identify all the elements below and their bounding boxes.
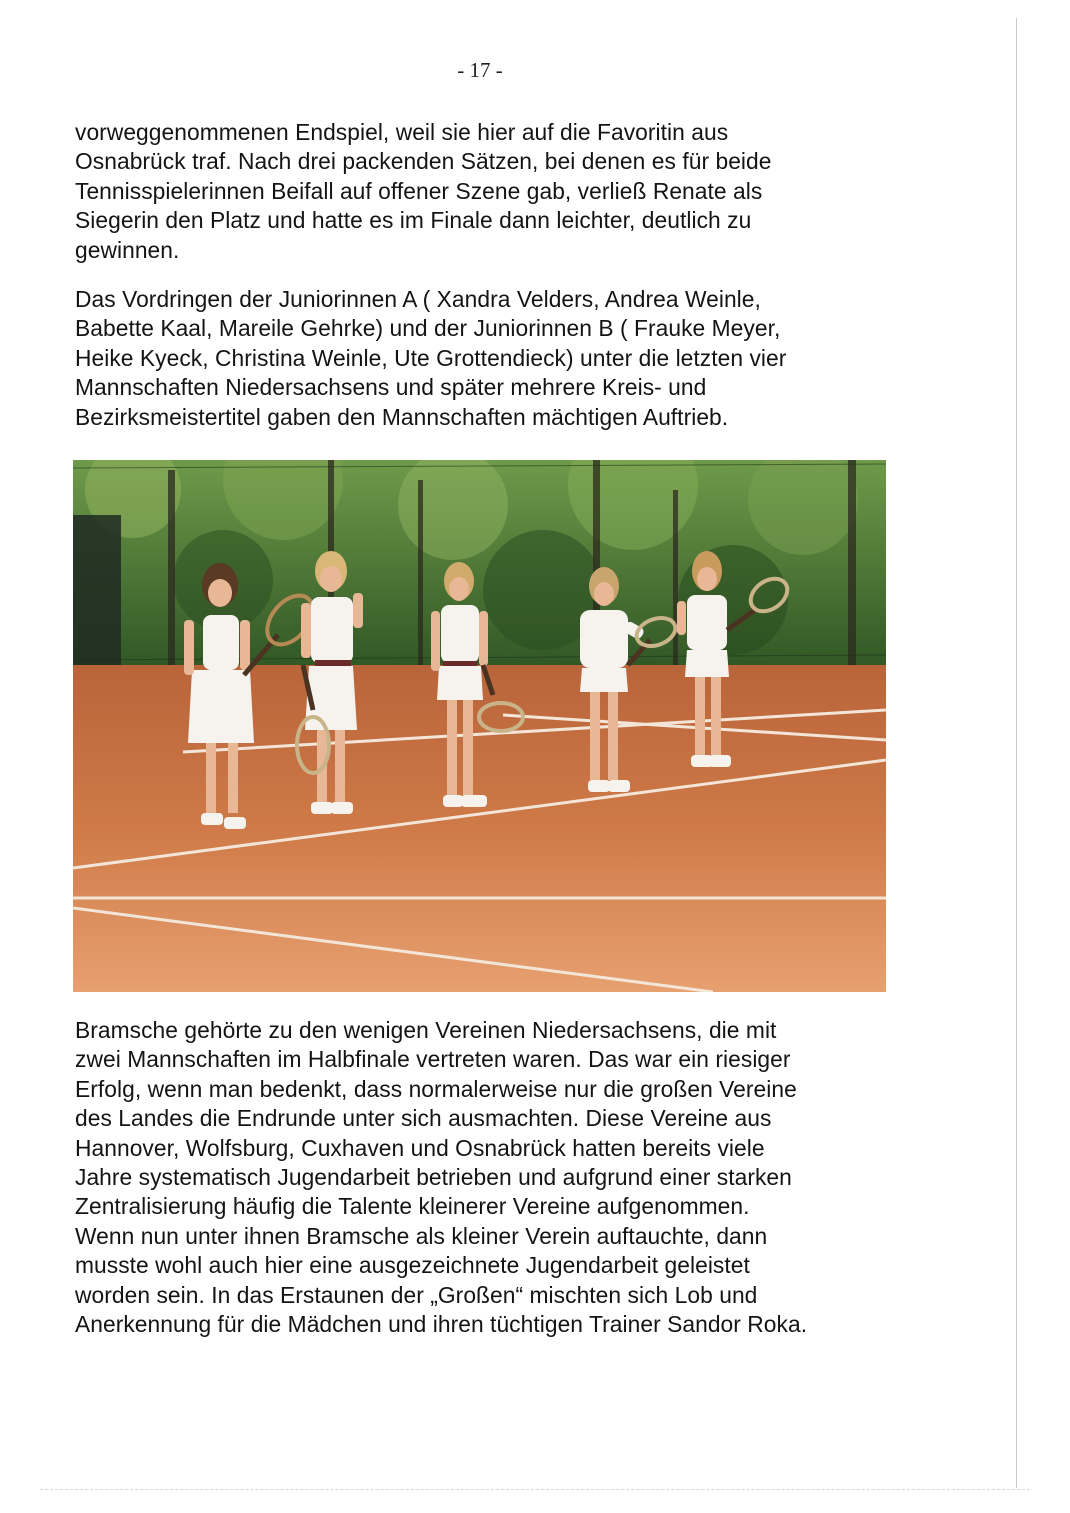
text-line: Hannover, Wolfsburg, Cuxhaven und Osnabrück hatten bereits viele <box>75 1134 765 1161</box>
text-line: worden sein. In das Erstaunen der „Großen“ mischten sich Lob und <box>75 1281 758 1308</box>
text-line: Osnabrück traf. Nach drei packenden Sätzen, bei denen es für beide <box>75 148 772 175</box>
scan-edge-right <box>1016 18 1017 1488</box>
text-line: Bramsche gehörte zu den wenigen Vereinen Niedersachsens, die mit <box>75 1017 777 1043</box>
text-line: des Landes die Endrunde unter sich ausmachten. Diese Vereine aus <box>75 1105 772 1132</box>
text-line: Wenn nun unter ihnen Bramsche als kleiner Verein auftauchte, dann <box>75 1222 768 1249</box>
text-line: Jahre systematisch Jugendarbeit betrieben und aufgrund einer starken <box>75 1164 792 1191</box>
page-number: - 17 - <box>457 58 503 82</box>
scan-edge-bottom <box>40 1489 1030 1490</box>
text-line: Das Vordringen der Juniorinnen A ( Xandra Velders, Andrea Weinle, <box>75 286 761 312</box>
paragraph-juniors-teams <box>75 285 905 432</box>
text-line: gewinnen. <box>75 236 180 263</box>
paragraph-final-match <box>75 118 905 265</box>
text-line: Erfolg, wenn man bedenkt, dass normalerweise nur die großen Vereine <box>75 1075 797 1102</box>
paragraph-semifinal-success <box>75 1016 905 1339</box>
text-line: Babette Kaal, Mareile Gehrke) und der Juniorinnen B ( Frauke Meyer, <box>75 315 781 342</box>
text-line: Siegerin den Platz und hatte es im Finale dann leichter, deutlich zu <box>75 207 752 234</box>
text-line: Heike Kyeck, Christina Weinle, Ute Grottendieck) unter die letzten vier <box>75 344 787 371</box>
text-line: Bezirksmeistertitel gaben den Mannschaften mächtigen Auftrieb. <box>75 403 729 430</box>
windscreen <box>73 515 121 690</box>
text-line: Zentralisierung häufig die Talente kleinerer Vereine aufgenommen. <box>75 1193 750 1220</box>
text-line: Anerkennung für die Mädchen und ihren tüchtigen Trainer Sandor Roka. <box>75 1311 808 1338</box>
text-line: musste wohl auch hier eine ausgezeichnete Jugendarbeit geleistet <box>75 1252 750 1279</box>
team-photo <box>73 460 886 992</box>
text-line: zwei Mannschaften im Halbfinale vertreten waren. Das war ein riesiger <box>75 1046 791 1073</box>
text-line: vorweggenommenen Endspiel, weil sie hier auf die Favoritin aus <box>75 119 729 145</box>
text-line: Mannschaften Niedersachsens und später mehrere Kreis- und <box>75 374 707 401</box>
text-line: Tennisspielerinnen Beifall auf offener Szene gab, verließ Renate als <box>75 177 763 204</box>
team-photo-illustration <box>73 460 886 992</box>
